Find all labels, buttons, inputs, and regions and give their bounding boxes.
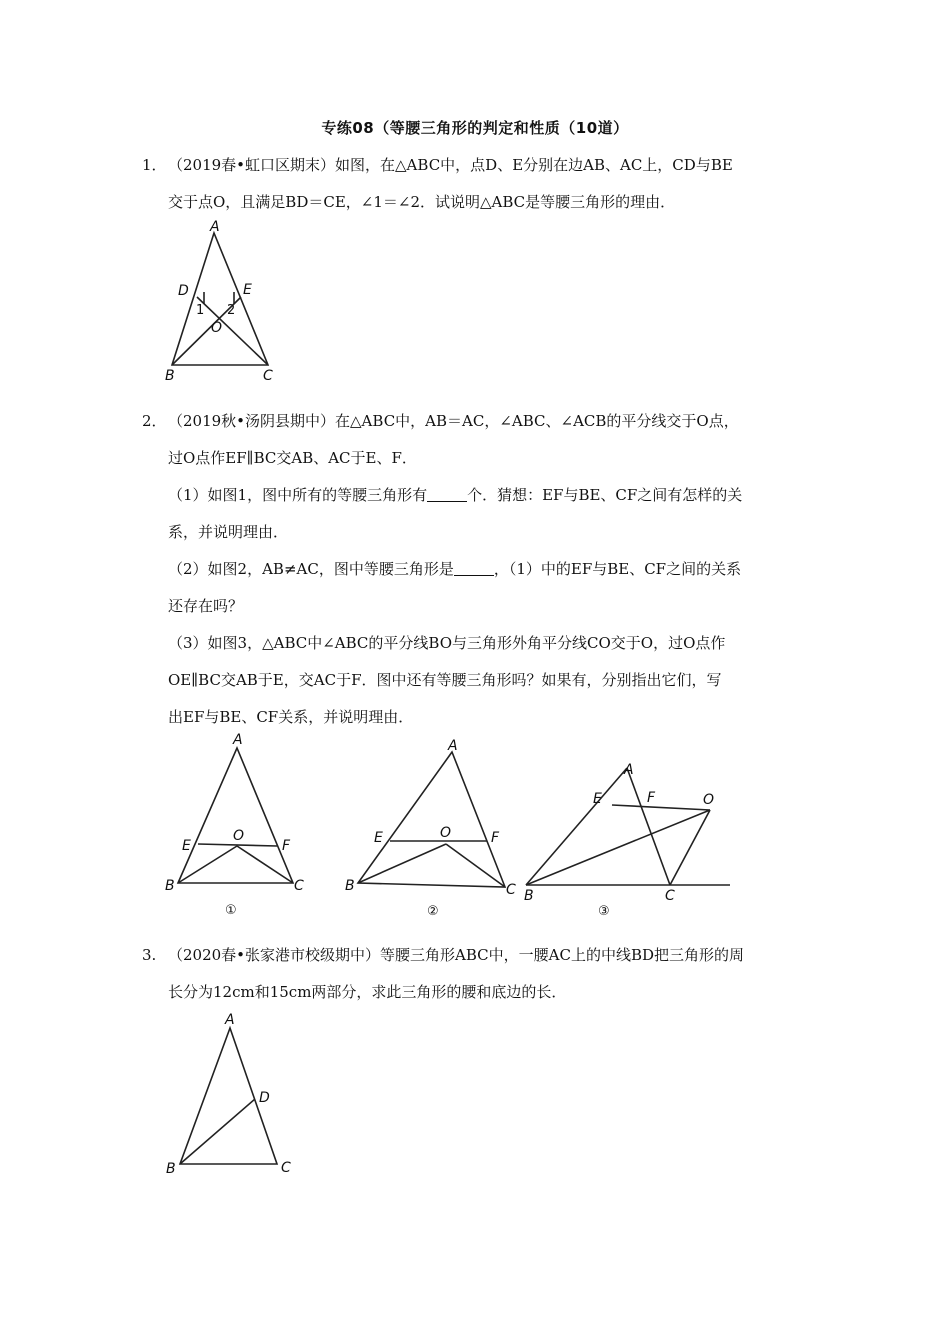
figure-caption: ③ [598,904,610,919]
answer-blank [427,487,467,502]
label-a: A [210,219,220,235]
q3-line-1: （2020春•张家港市校级期中）等腰三角形ABC中，一腰AC上的中线BD把三角形的周 [168,946,744,964]
label-b: B [524,888,534,904]
label-c: C [665,888,675,904]
segment-co [670,810,710,885]
q2-part-1-text-a: （1）如图1，图中所有的等腰三角形有 [168,486,428,504]
triangle-abc [172,233,268,365]
triangle-abc [178,748,293,883]
label-f: F [282,838,291,854]
label-a: A [225,1012,235,1028]
label-o: O [233,828,245,844]
label-b: B [165,368,175,384]
q1-line-2: 交于点O，且满足BD＝CE，∠1＝∠2．试说明△ABC是等腰三角形的理由． [168,193,676,211]
label-c: C [263,368,273,384]
q2-part-1-line-1 [168,477,810,514]
q2-part-3-line-3: 出EF与BE、CF关系，并说明理由． [168,708,414,726]
label-b: B [345,878,355,894]
label-d: D [259,1090,270,1106]
label-c: C [506,882,516,898]
question-1 [142,147,810,221]
figure-q2-2 [340,738,520,928]
segment-eo [612,805,710,810]
q1-line-1: （2019春•虹口区期末）如图，在△ABC中，点D、E分别在边AB、AC上，CD与BE [168,156,733,174]
figure-q1 [160,218,290,388]
page-title: 专练08（等腰三角形的判定和性质（10道） [321,119,629,137]
label-f: F [491,830,500,846]
figure-q2-1 [160,728,320,918]
question-3 [142,937,810,1011]
q2-line-2: 过O点作EF∥BC交AB、AC于E、F． [168,449,417,467]
answer-blank [454,561,494,576]
label-a: A [448,738,458,754]
q2-part-3-line-1: （3）如图3，△ABC中∠ABC的平分线BO与三角形外角平分线CO交于O，过O点作 [168,634,726,652]
label-o: O [703,792,715,808]
q2-part-3-line-2: OE∥BC交AB于E，交AC于F．图中还有等腰三角形吗？如果有，分别指出它们，写 [168,671,722,689]
segment-ac [627,768,670,885]
figure-caption: ② [427,904,439,919]
label-e: E [593,791,602,807]
q2-part-2-line-2: 还存在吗？ [168,597,244,615]
q2-line-1: （2019秋•汤阴县期中）在△ABC中，AB＝AC，∠ABC、∠ACB的平分线交于O点， [168,412,739,430]
label-c: C [294,878,304,894]
label-o: O [440,825,452,841]
question-number: 3. [142,946,157,964]
question-2 [142,403,810,736]
label-f: F [647,790,656,806]
q2-part-2-text-a: （2）如图2，AB≠AC，图中等腰三角形是 [168,560,454,578]
label-d: D [178,283,189,299]
q2-part-1-line-2: 系，并说明理由． [168,523,289,541]
label-b: B [165,878,175,894]
label-angle-2: 2 [227,303,236,318]
label-e: E [182,838,191,854]
q3-line-2: 长分为12cm和15cm两部分，求此三角形的腰和底边的长． [168,983,567,1001]
question-number: 1． [142,156,167,174]
q2-part-1-text-b: 个．猜想：EF与BE、CF之间有怎样的关 [467,486,743,504]
label-e: E [243,282,252,298]
q2-part-2-text-b: ，（1）中的EF与BE、CF之间的关系 [493,560,742,578]
figure-q2-3 [520,730,740,919]
triangle-abc [358,752,505,887]
label-a: A [624,762,634,778]
label-e: E [374,830,383,846]
label-angle-1: 1 [196,303,205,318]
segment-ab [526,768,627,885]
label-b: B [166,1161,176,1177]
figure-q3 [160,1008,310,1188]
label-o: O [211,320,223,336]
label-c: C [281,1160,291,1176]
question-number: 2． [142,412,167,430]
segment-bo [526,810,710,885]
q2-part-2-line-1 [168,551,810,588]
figure-caption: ① [225,903,237,918]
label-a: A [233,732,243,748]
